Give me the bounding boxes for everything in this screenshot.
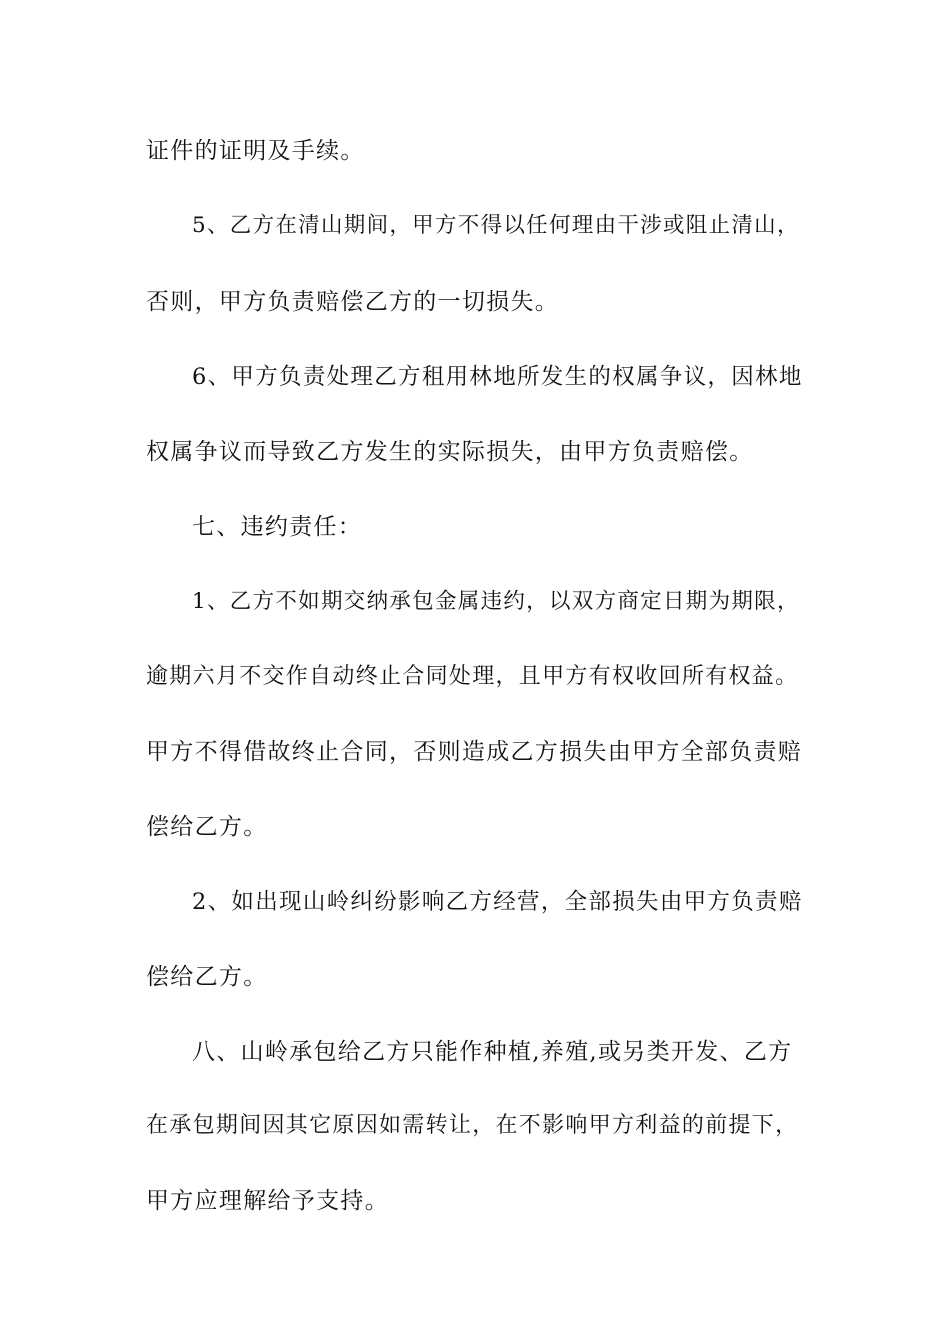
text-line: 6、甲方负责处理乙方租用林地所发生的权属争议，因林地 — [192, 364, 803, 390]
text-line: 逾期六月不交作自动终止合同处理，且甲方有权收回所有权益。 — [146, 664, 799, 689]
section-heading: 七、违约责任： — [192, 514, 363, 540]
text-line: 否则，甲方负责赔偿乙方的一切损失。 — [146, 289, 560, 315]
text-line: 权属争议而导致乙方发生的实际损失，由甲方负责赔偿。 — [146, 439, 754, 465]
text-line: 证件的证明及手续。 — [146, 138, 365, 164]
text-line: 八、山岭承包给乙方只能作种植,养殖,或另类开发、乙方 — [192, 1039, 793, 1065]
text-line: 在承包期间因其它原因如需转让，在不影响甲方利益的前提下， — [146, 1113, 799, 1138]
text-line: 1、乙方不如期交纳承包金属违约，以双方商定日期为期限， — [192, 589, 800, 614]
text-line: 甲方应理解给予支持。 — [146, 1188, 389, 1214]
text-line: 偿给乙方。 — [146, 814, 268, 840]
text-line: 5、乙方在清山期间，甲方不得以任何理由干涉或阻止清山， — [192, 213, 800, 238]
text-line: 2、如出现山岭纠纷影响乙方经营，全部损失由甲方负责赔 — [192, 889, 803, 915]
text-line: 甲方不得借故终止合同，否则造成乙方损失由甲方全部负责赔 — [146, 739, 803, 765]
text-line: 偿给乙方。 — [146, 964, 268, 990]
